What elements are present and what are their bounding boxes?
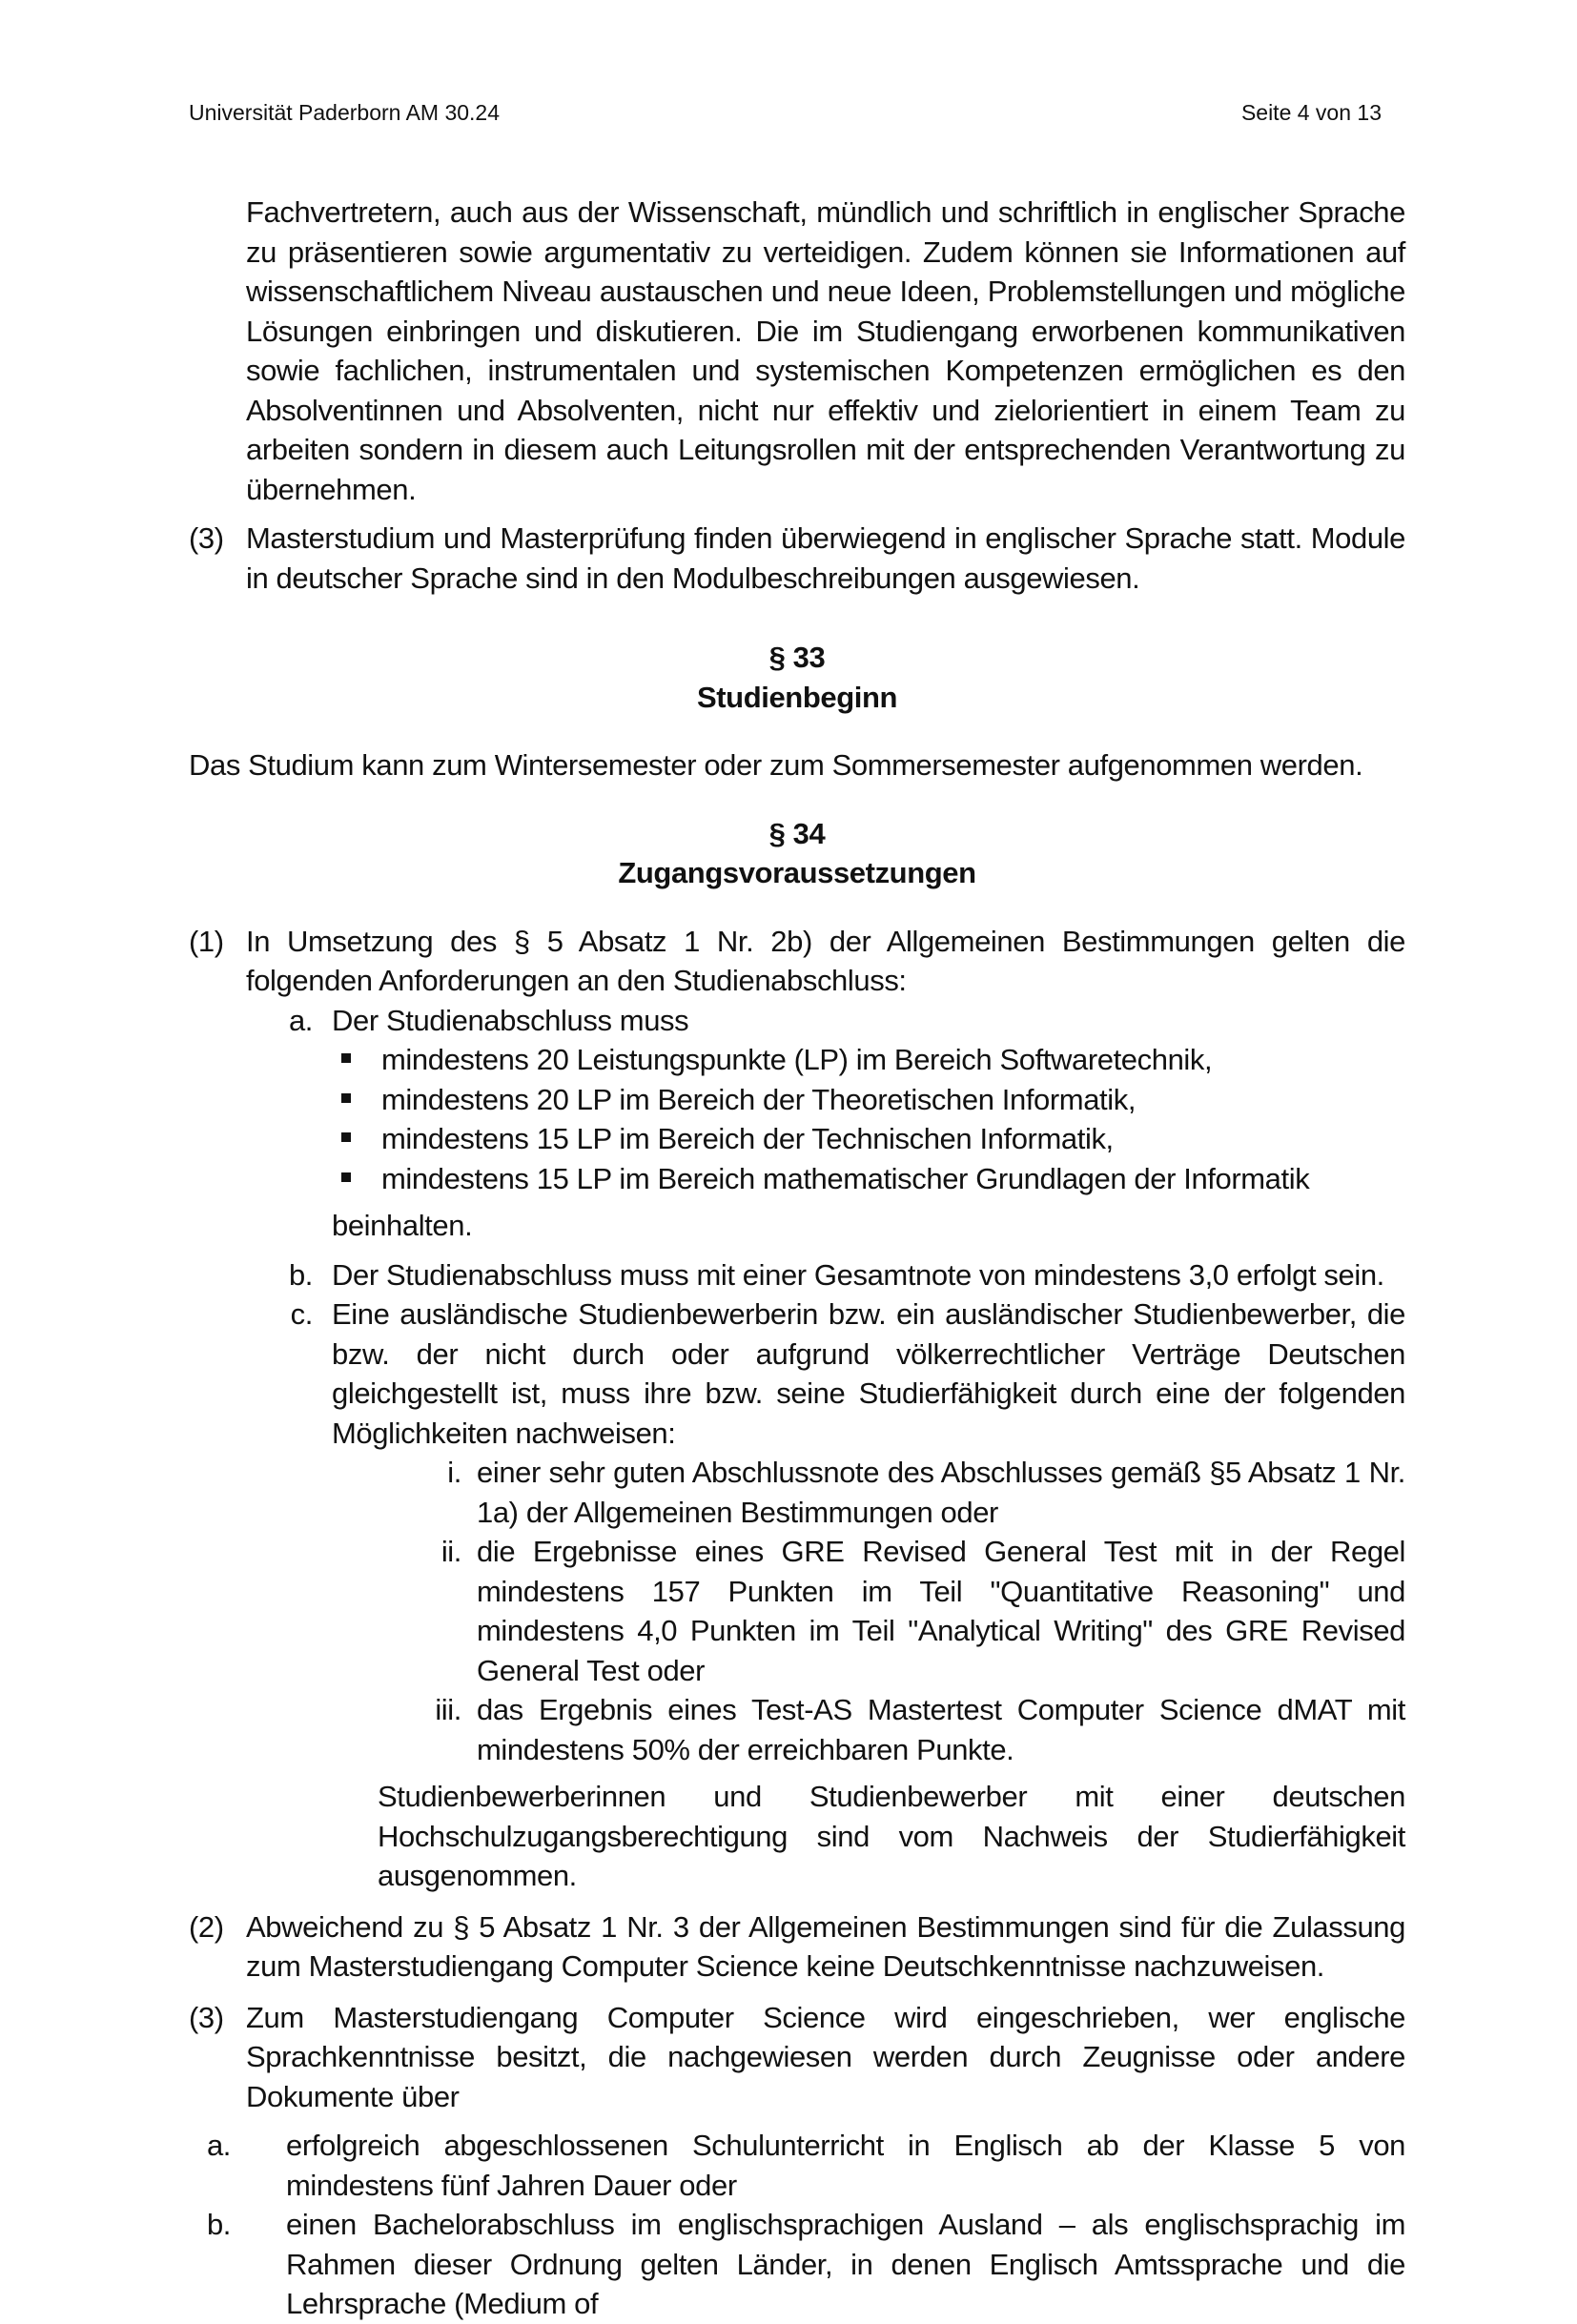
item-label: c. [290,1297,313,1331]
item-text: Der Studienabschluss muss mit einer Gesamtnote von mindestens 3,0 erfolgt sein. [332,1257,1384,1292]
roman-label: iii. [435,1693,461,1726]
section-33-number: § 33 [768,641,826,674]
roman-label: i. [447,1456,461,1489]
language-proof-item-b [206,2205,1405,2324]
section-34-paragraph-1 [189,922,1405,1896]
paragraph-3-language [189,519,1405,598]
header-page-number: Seite 4 von 13 [1240,100,1382,125]
item-text: erfolgreich abgeschlossenen Schulunterricht in Englisch ab der Klasse 5 von mindestens fünf Jahren Dauer oder [286,2129,1405,2202]
continued-paragraph: Fachvertretern, auch aus der Wissenschaft, mündlich und schriftlich in englischer Sprache zu präsentieren sowie argumentativ zu verteidigen. Zudem können sie Informationen auf wissenschaftlichem Niveau austauschen und neue Ideen, Problemstellungen und mögliche Lösungen einbringen und diskutieren. Die im Studiengang erworbenen kommunikativen sowie fachlichen, instrumentalen und systemischen Kompetenzen ermöglichen es den Absolventinnen und Absolventen, nicht nur effektiv und zielorientiert in einem Team zu arbeiten sondern in diesem auch Leitungsrollen mit der entsprechenden Verantwortung zu übernehmen. [246,195,1405,506]
paragraph-label: (3) [189,2000,224,2034]
bullet-item [246,1080,1405,1120]
item-c [246,1295,1405,1453]
section-34-paragraph-2 [189,1907,1405,1987]
bullet-text: mindestens 15 LP im Bereich mathematischer Grundlagen der Informatik [381,1161,1310,1195]
bullet-text: mindestens 20 Leistungspunkte (LP) im Bereich Softwaretechnik, [381,1043,1213,1076]
bullet-text: mindestens 20 LP im Bereich der Theoretischen Informatik, [381,1082,1137,1116]
roman-text: das Ergebnis eines Test-AS Mastertest Computer Science dMAT mit mindestens 50% der erreichbaren Punkte. [477,1693,1405,1766]
bullet-item [246,1040,1405,1080]
square-bullet-icon [341,1053,351,1063]
item-label: a. [206,2129,231,2162]
paragraph-text: Masterstudium und Masterprüfung finden überwiegend in englischer Sprache statt. Module in deutscher Sprache sind in den Modulbeschreibungen ausgewiesen. [246,521,1405,595]
item-b [246,1255,1405,1295]
paragraph-text: Zum Masterstudiengang Computer Science wird eingeschrieben, wer englische Sprachkenntnisse besitzt, die nachgewiesen werden durch Zeugnisse oder andere Dokumente über [246,2000,1405,2113]
roman-text: einer sehr guten Abschlussnote des Abschlusses gemäß §5 Absatz 1 Nr. 1a) der Allgemeinen Bestimmungen oder [477,1456,1405,1529]
note-line-1: Studienbewerberinnen und Studienbewerber mit einer deutschen [378,1780,1405,1813]
item-text: Der Studienabschluss muss [332,1003,689,1037]
item-a [246,1001,1405,1041]
section-34-title: Zugangsvoraussetzungen [618,856,976,889]
square-bullet-icon [341,1093,351,1103]
paragraph-label: (3) [189,521,224,555]
item-label: b. [206,2208,231,2241]
document-body [189,193,1405,2324]
paragraph-text: In Umsetzung des § 5 Absatz 1 Nr. 2b) der Allgemeinen Bestimmungen gelten die folgenden Anforderungen an den Studienabschluss: [246,924,1405,997]
item-text: einen Bachelorabschluss im englischsprachigen Ausland – als englischsprachig im Rahmen dieser Ordnung gelten Länder, in denen Englisch Amtssprache und die Lehrsprache (Medium of [286,2208,1405,2320]
square-bullet-icon [341,1132,351,1142]
bullet-text: mindestens 15 LP im Bereich der Technischen Informatik, [381,1122,1114,1155]
paragraph-text: Abweichend zu § 5 Absatz 1 Nr. 3 der Allgemeinen Bestimmungen sind für die Zulassung zum Masterstudiengang Computer Science keine Deutschkenntnisse nachzuweisen. [246,1909,1405,1983]
header-left: Universität Paderborn AM 30.24 [189,100,501,125]
language-proof-item-a [206,2126,1405,2205]
square-bullet-icon [341,1172,351,1182]
paragraph-label: (2) [189,1909,224,1944]
bullet-item [246,1119,1405,1159]
paragraph-label: (1) [189,924,224,958]
bullet-item [246,1159,1405,1199]
section-33-text: Das Studium kann zum Wintersemester oder zum Sommersemester aufgenommen werden. [189,748,1363,782]
roman-text: die Ergebnisse eines GRE Revised General Test mit in der Regel mindestens 157 Punkten im Teil "Quantitative Reasoning" und mindestens 4,0 Punkten im Teil "Analytical Writing" des GRE Revised General Test oder [477,1535,1405,1687]
item-label: b. [288,1257,313,1292]
exemption-note [246,1777,1405,1896]
roman-item-ii [246,1532,1405,1690]
section-34-paragraph-3 [189,1998,1405,2324]
section-33-title: Studienbeginn [696,680,898,714]
roman-item-iii [246,1690,1405,1769]
note-line-2: Hochschulzugangsberechtigung sind vom Nachweis der Studierfähigkeit ausgenommen. [378,1819,1405,1892]
section-34-number: § 34 [768,816,826,850]
roman-label: ii. [440,1535,461,1568]
item-a-tail: beinhalten. [332,1209,473,1242]
item-label: a. [288,1003,313,1037]
roman-item-i [246,1453,1405,1532]
item-text: Eine ausländische Studienbewerberin bzw. ein ausländischer Studienbewerber, die bzw. der nicht durch oder aufgrund völkerrechtlicher Verträge Deutschen gleichgestellt ist, muss ihre bzw. seine Studierfähigkeit durch eine der folgenden Möglichkeiten nachweisen: [332,1297,1405,1450]
